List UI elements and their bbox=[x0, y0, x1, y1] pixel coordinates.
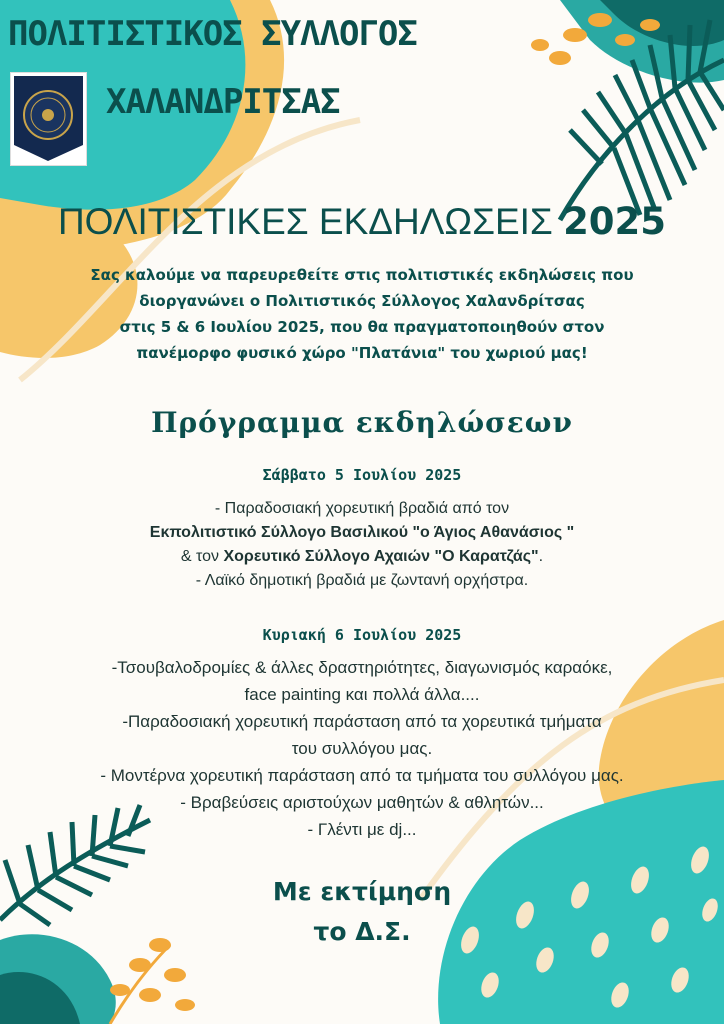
sunday-line: - Βραβεύσεις αριστούχων μαθητών & αθλητών... bbox=[180, 793, 544, 812]
club-logo bbox=[10, 72, 87, 166]
org-name-line2: ΧΑΛΑΝΔΡΙΤΣΑΣ bbox=[106, 82, 340, 122]
saturday-line-part: & τον bbox=[180, 548, 224, 565]
saturday-line bbox=[0, 545, 724, 569]
invitation-line: στις 5 & 6 Ιουλίου 2025, που θα πραγματοποιηθούν στον bbox=[119, 318, 605, 336]
sunday-line: του συλλόγου μας. bbox=[291, 739, 433, 758]
invitation-line: πανέμορφο φυσικό χώρο "Πλατάνια" του χωριού μας! bbox=[136, 344, 588, 362]
org-name-line1: ΠΟΛΙΤΙΣΤΙΚΟΣ ΣΥΛΛΟΓΟΣ bbox=[8, 14, 417, 54]
event-title-text: ΠΟΛΙΤΙΣΤΙΚΕΣ ΕΚΔΗΛΩΣΕΙΣ bbox=[57, 201, 553, 242]
event-title-year: 2025 bbox=[563, 200, 667, 243]
sunday-line: -Παραδοσιακή χορευτική παράσταση από τα χορευτικά τμήματα bbox=[122, 712, 602, 731]
saturday-heading: Σάββατο 5 Ιουλίου 2025 bbox=[262, 466, 462, 484]
saturday-line-part-bold: Χορευτικό Σύλλογο Αχαιών "Ο Καρατζάς" bbox=[223, 548, 539, 565]
invitation-text bbox=[30, 262, 694, 366]
sunday-program bbox=[0, 654, 724, 843]
saturday-program bbox=[0, 497, 724, 593]
saturday-line: - Λαϊκό δημοτική βραδιά με ζωντανή ορχήστρα. bbox=[195, 572, 529, 589]
sunday-line: - Μοντέρνα χορευτική παράσταση από τα τμήματα του συλλόγου μας. bbox=[100, 766, 624, 785]
saturday-line: Εκπολιτιστικό Σύλλογο Βασιλικού "ο Άγιος Αθανάσιος " bbox=[149, 524, 575, 541]
saturday-line-part: . bbox=[538, 548, 544, 565]
club-logo-emblem bbox=[11, 73, 86, 165]
program-title: Πρόγραμμα εκδηλώσεων bbox=[151, 406, 573, 439]
invitation-line: διοργανώνει ο Πολιτιστικός Σύλλογος Χαλανδρίτσας bbox=[139, 292, 585, 310]
invitation-line: Σας καλούμε να παρευρεθείτε στις πολιτιστικές εκδηλώσεις που bbox=[90, 266, 634, 284]
saturday-line: - Παραδοσιακή χορευτική βραδιά από τον bbox=[214, 500, 510, 517]
sunday-line: -Τσουβαλοδρομίες & άλλες δραστηριότητες, διαγωνισμός καραόκε, bbox=[111, 658, 613, 677]
sunday-heading: Κυριακή 6 Ιουλίου 2025 bbox=[262, 626, 462, 644]
closing-line: Με εκτίμηση bbox=[272, 877, 452, 906]
closing-signature bbox=[0, 872, 724, 952]
sunday-line: face painting και πολλά άλλα.... bbox=[244, 685, 480, 704]
event-title bbox=[0, 200, 724, 243]
sunday-line: - Γλέντι με dj... bbox=[307, 820, 417, 839]
closing-line: το Δ.Σ. bbox=[313, 917, 411, 946]
